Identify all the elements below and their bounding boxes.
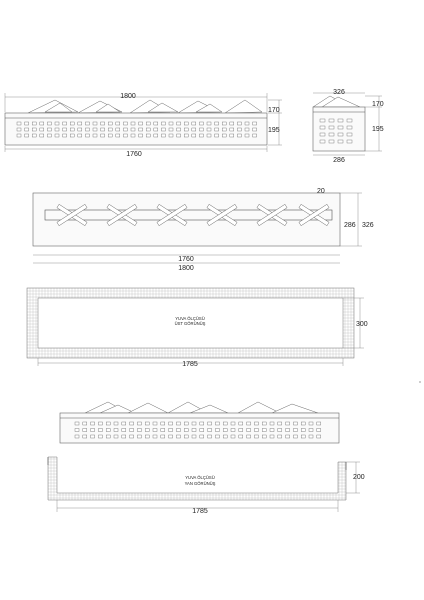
vent-slot	[270, 422, 274, 425]
vent-slot	[254, 435, 258, 438]
vent-slot	[169, 122, 173, 125]
vent-slot	[239, 429, 243, 432]
dim-height-upper: 170	[268, 107, 280, 114]
vent-slot	[122, 422, 126, 425]
vent-slot	[101, 122, 105, 125]
vent-slot	[139, 134, 143, 137]
vent-slot	[270, 429, 274, 432]
vent-slot	[146, 128, 150, 131]
vent-slot	[137, 429, 141, 432]
vent-slot	[83, 429, 87, 432]
vent-slot	[192, 422, 196, 425]
vent-slot	[184, 429, 188, 432]
vent-slot	[207, 122, 211, 125]
vent-slot	[286, 429, 290, 432]
vent-slot	[278, 429, 282, 432]
vent-slot	[223, 429, 227, 432]
vent-slot	[106, 435, 110, 438]
vent-slot	[262, 422, 266, 425]
dim-pit-length-side: 1785	[192, 508, 208, 515]
vent-slot	[320, 133, 325, 136]
vent-slot	[237, 128, 241, 131]
vent-slot	[245, 134, 249, 137]
vent-slot	[301, 435, 305, 438]
vent-slot	[101, 128, 105, 131]
vent-slot	[347, 119, 352, 122]
vent-slot	[116, 128, 120, 131]
logs-bottom-view	[85, 402, 318, 413]
vent-slot	[192, 429, 196, 432]
vent-slot	[32, 122, 36, 125]
vent-slot	[83, 422, 87, 425]
dim-outer-depth: 326	[362, 222, 374, 229]
vent-slot	[200, 429, 204, 432]
vent-slot	[108, 128, 112, 131]
bottom-side-view-burner	[60, 402, 339, 443]
pit-top-title-line2: ÜST GÖRÜNÜŞ	[174, 321, 206, 326]
vent-slot	[108, 122, 112, 125]
vent-slot	[47, 128, 51, 131]
vent-slot	[169, 134, 173, 137]
vent-slot	[161, 128, 165, 131]
vent-slot	[309, 435, 313, 438]
vent-slot	[278, 422, 282, 425]
vent-slot	[145, 422, 149, 425]
vent-slot	[146, 134, 150, 137]
vent-slot	[169, 429, 173, 432]
vent-slot	[114, 422, 118, 425]
vent-slot	[63, 122, 67, 125]
vent-slot	[286, 435, 290, 438]
vent-slot	[222, 122, 226, 125]
vent-slot	[32, 128, 36, 131]
dim-outer-length: 1800	[178, 265, 194, 272]
vent-slot	[207, 134, 211, 137]
vent-slot	[98, 429, 102, 432]
vent-slot	[114, 435, 118, 438]
dim-inner-length: 1760	[178, 256, 194, 263]
top-view-burner	[33, 188, 374, 272]
vent-slot	[230, 134, 234, 137]
vent-slot	[286, 422, 290, 425]
vent-slot	[40, 128, 44, 131]
dim-end-width-bottom: 286	[333, 157, 345, 164]
vent-slot	[130, 422, 134, 425]
vent-slot	[17, 134, 21, 137]
vent-slot	[130, 429, 134, 432]
vent-slot	[116, 122, 120, 125]
vent-slot	[200, 435, 204, 438]
vent-slot	[301, 422, 305, 425]
vent-slot	[192, 134, 196, 137]
pit-side-view	[48, 457, 365, 515]
vent-slot	[215, 429, 219, 432]
vent-slot	[63, 134, 67, 137]
vent-slot	[101, 134, 105, 137]
vent-slot	[223, 422, 227, 425]
vent-slot	[215, 128, 219, 131]
vent-slot	[215, 122, 219, 125]
vent-slot	[153, 435, 157, 438]
vent-slot	[83, 435, 87, 438]
dim-end-height-upper: 170	[372, 101, 384, 108]
dim-height-lower: 195	[268, 127, 280, 134]
vent-slot	[239, 435, 243, 438]
vent-slot	[338, 119, 343, 122]
vent-slot	[309, 422, 313, 425]
vent-slot	[63, 128, 67, 131]
vent-slot	[40, 122, 44, 125]
vent-slot	[245, 128, 249, 131]
vent-slot	[329, 126, 334, 129]
vent-slot	[199, 134, 203, 137]
vent-slot	[93, 134, 97, 137]
dim-end-height-lower: 195	[372, 126, 384, 133]
vent-slot	[78, 134, 82, 137]
vent-slot	[247, 422, 251, 425]
vent-slot	[176, 429, 180, 432]
vent-slot	[139, 122, 143, 125]
vent-slot	[85, 128, 89, 131]
vent-slot	[17, 122, 21, 125]
vent-slot	[169, 422, 173, 425]
vent-slot	[237, 122, 241, 125]
vent-slot	[176, 435, 180, 438]
vent-slot	[47, 122, 51, 125]
pit-top-view	[27, 288, 368, 368]
vent-slot	[199, 122, 203, 125]
vent-slot	[154, 134, 158, 137]
vent-slot	[254, 422, 258, 425]
vent-slot	[329, 133, 334, 136]
vent-slot	[85, 134, 89, 137]
dim-pit-height: 200	[353, 474, 365, 481]
vent-slot	[32, 134, 36, 137]
vent-slot	[192, 122, 196, 125]
vent-slot	[192, 128, 196, 131]
vent-slot	[199, 128, 203, 131]
vent-slot	[184, 134, 188, 137]
vent-slot	[278, 435, 282, 438]
vent-slot	[169, 435, 173, 438]
bottom-burner-body	[60, 413, 339, 443]
vent-slot	[17, 128, 21, 131]
vent-slot	[253, 134, 257, 137]
vent-slot	[301, 429, 305, 432]
logs-side-view	[28, 100, 262, 113]
vent-slot	[116, 134, 120, 137]
vent-slot	[131, 122, 135, 125]
vent-slot	[70, 128, 74, 131]
pit-top-title-line1: YUVA ÖLÇÜSÜ	[175, 316, 205, 321]
vent-slot	[293, 435, 297, 438]
vent-slot	[98, 435, 102, 438]
vent-slot	[222, 128, 226, 131]
vent-slot	[317, 435, 321, 438]
vent-slot	[317, 422, 321, 425]
vent-slot	[192, 435, 196, 438]
vent-slot	[75, 435, 79, 438]
vent-slot	[177, 128, 181, 131]
vent-slot	[320, 119, 325, 122]
dim-width-top: 1800	[120, 93, 136, 100]
vent-slot	[123, 128, 127, 131]
vent-slot	[215, 134, 219, 137]
vent-slot	[254, 429, 258, 432]
vent-slot	[161, 429, 165, 432]
vent-slot	[106, 422, 110, 425]
vent-slot	[270, 435, 274, 438]
vent-slot	[247, 429, 251, 432]
vent-slot	[130, 435, 134, 438]
end-view-burner	[313, 89, 384, 164]
vent-slot	[123, 122, 127, 125]
dim-margin: 20	[317, 188, 325, 195]
vent-slot	[93, 128, 97, 131]
vent-slot	[184, 122, 188, 125]
vent-slot	[329, 119, 334, 122]
pit-side-title-line2: YAN GÖRÜNÜŞ	[184, 481, 216, 486]
vent-slot	[231, 422, 235, 425]
vent-slot	[123, 134, 127, 137]
vent-slot	[309, 429, 313, 432]
vent-slot	[347, 140, 352, 143]
vent-slot	[208, 429, 212, 432]
dim-inner-depth: 286	[344, 222, 356, 229]
vent-slot	[239, 422, 243, 425]
vent-slot	[145, 429, 149, 432]
vent-slot	[153, 429, 157, 432]
vent-slot	[184, 128, 188, 131]
vent-slot	[200, 422, 204, 425]
dim-pit-depth: 300	[356, 321, 368, 328]
vent-slot	[161, 435, 165, 438]
vent-slot	[47, 134, 51, 137]
vent-slot	[108, 134, 112, 137]
vent-slot	[320, 126, 325, 129]
vent-slot	[231, 429, 235, 432]
vent-slot	[55, 128, 59, 131]
vent-slot	[70, 134, 74, 137]
vent-slot	[177, 134, 181, 137]
side-view-burner	[5, 93, 282, 158]
vent-slot	[137, 435, 141, 438]
vent-slot	[262, 429, 266, 432]
dim-width-bottom: 1760	[126, 151, 142, 158]
vent-slot	[347, 133, 352, 136]
vent-slot	[347, 126, 352, 129]
vent-slot	[215, 435, 219, 438]
vent-slot	[317, 429, 321, 432]
vent-slot	[293, 429, 297, 432]
vent-slot	[184, 435, 188, 438]
vent-slot	[98, 422, 102, 425]
vent-slot	[131, 128, 135, 131]
vent-slot	[215, 422, 219, 425]
vent-slot	[253, 128, 257, 131]
vent-slot	[122, 429, 126, 432]
vent-slot	[230, 122, 234, 125]
vent-slot	[25, 122, 29, 125]
vent-slot	[25, 128, 29, 131]
vent-slot	[78, 122, 82, 125]
vent-slot	[161, 122, 165, 125]
vent-slot	[231, 435, 235, 438]
vent-slot	[245, 122, 249, 125]
vent-slot	[93, 122, 97, 125]
vent-slot	[75, 429, 79, 432]
vent-slot	[25, 134, 29, 137]
vent-slot	[153, 422, 157, 425]
vent-slot	[184, 422, 188, 425]
vent-slot	[208, 422, 212, 425]
vent-slot	[247, 435, 251, 438]
vent-slot	[262, 435, 266, 438]
vent-slot	[55, 134, 59, 137]
vent-slot	[320, 140, 325, 143]
vent-slot	[91, 422, 95, 425]
vent-slot	[78, 128, 82, 131]
vent-slot	[222, 134, 226, 137]
vent-slot	[237, 134, 241, 137]
vent-slot	[169, 128, 173, 131]
vent-slot	[75, 422, 79, 425]
vent-slot	[338, 133, 343, 136]
vent-slot	[338, 126, 343, 129]
vent-slot	[91, 435, 95, 438]
vent-slot	[154, 122, 158, 125]
vent-slot	[139, 128, 143, 131]
vent-slot	[106, 429, 110, 432]
vent-slot	[145, 435, 149, 438]
dim-pit-length-top: 1785	[182, 361, 198, 368]
vent-slot	[137, 422, 141, 425]
vent-slot	[230, 128, 234, 131]
vent-slot	[70, 122, 74, 125]
vent-slot	[161, 422, 165, 425]
vent-slot	[176, 422, 180, 425]
vent-slot	[293, 422, 297, 425]
vent-slot	[338, 140, 343, 143]
vent-slot	[207, 128, 211, 131]
pit-side-title-line1: YUVA ÖLÇÜSÜ	[185, 475, 215, 480]
vent-slot	[329, 140, 334, 143]
vent-slot	[253, 122, 257, 125]
vent-slot	[154, 128, 158, 131]
vent-slot	[122, 435, 126, 438]
vent-slot	[55, 122, 59, 125]
vent-slot	[114, 429, 118, 432]
vent-slot	[40, 134, 44, 137]
vent-slot	[131, 134, 135, 137]
vent-slot	[146, 122, 150, 125]
vent-slot	[161, 134, 165, 137]
dim-end-width-top: 326	[333, 89, 345, 96]
vent-slot	[223, 435, 227, 438]
vent-slot	[177, 122, 181, 125]
vent-slot	[91, 429, 95, 432]
vent-slot	[208, 435, 212, 438]
vent-slot	[85, 122, 89, 125]
